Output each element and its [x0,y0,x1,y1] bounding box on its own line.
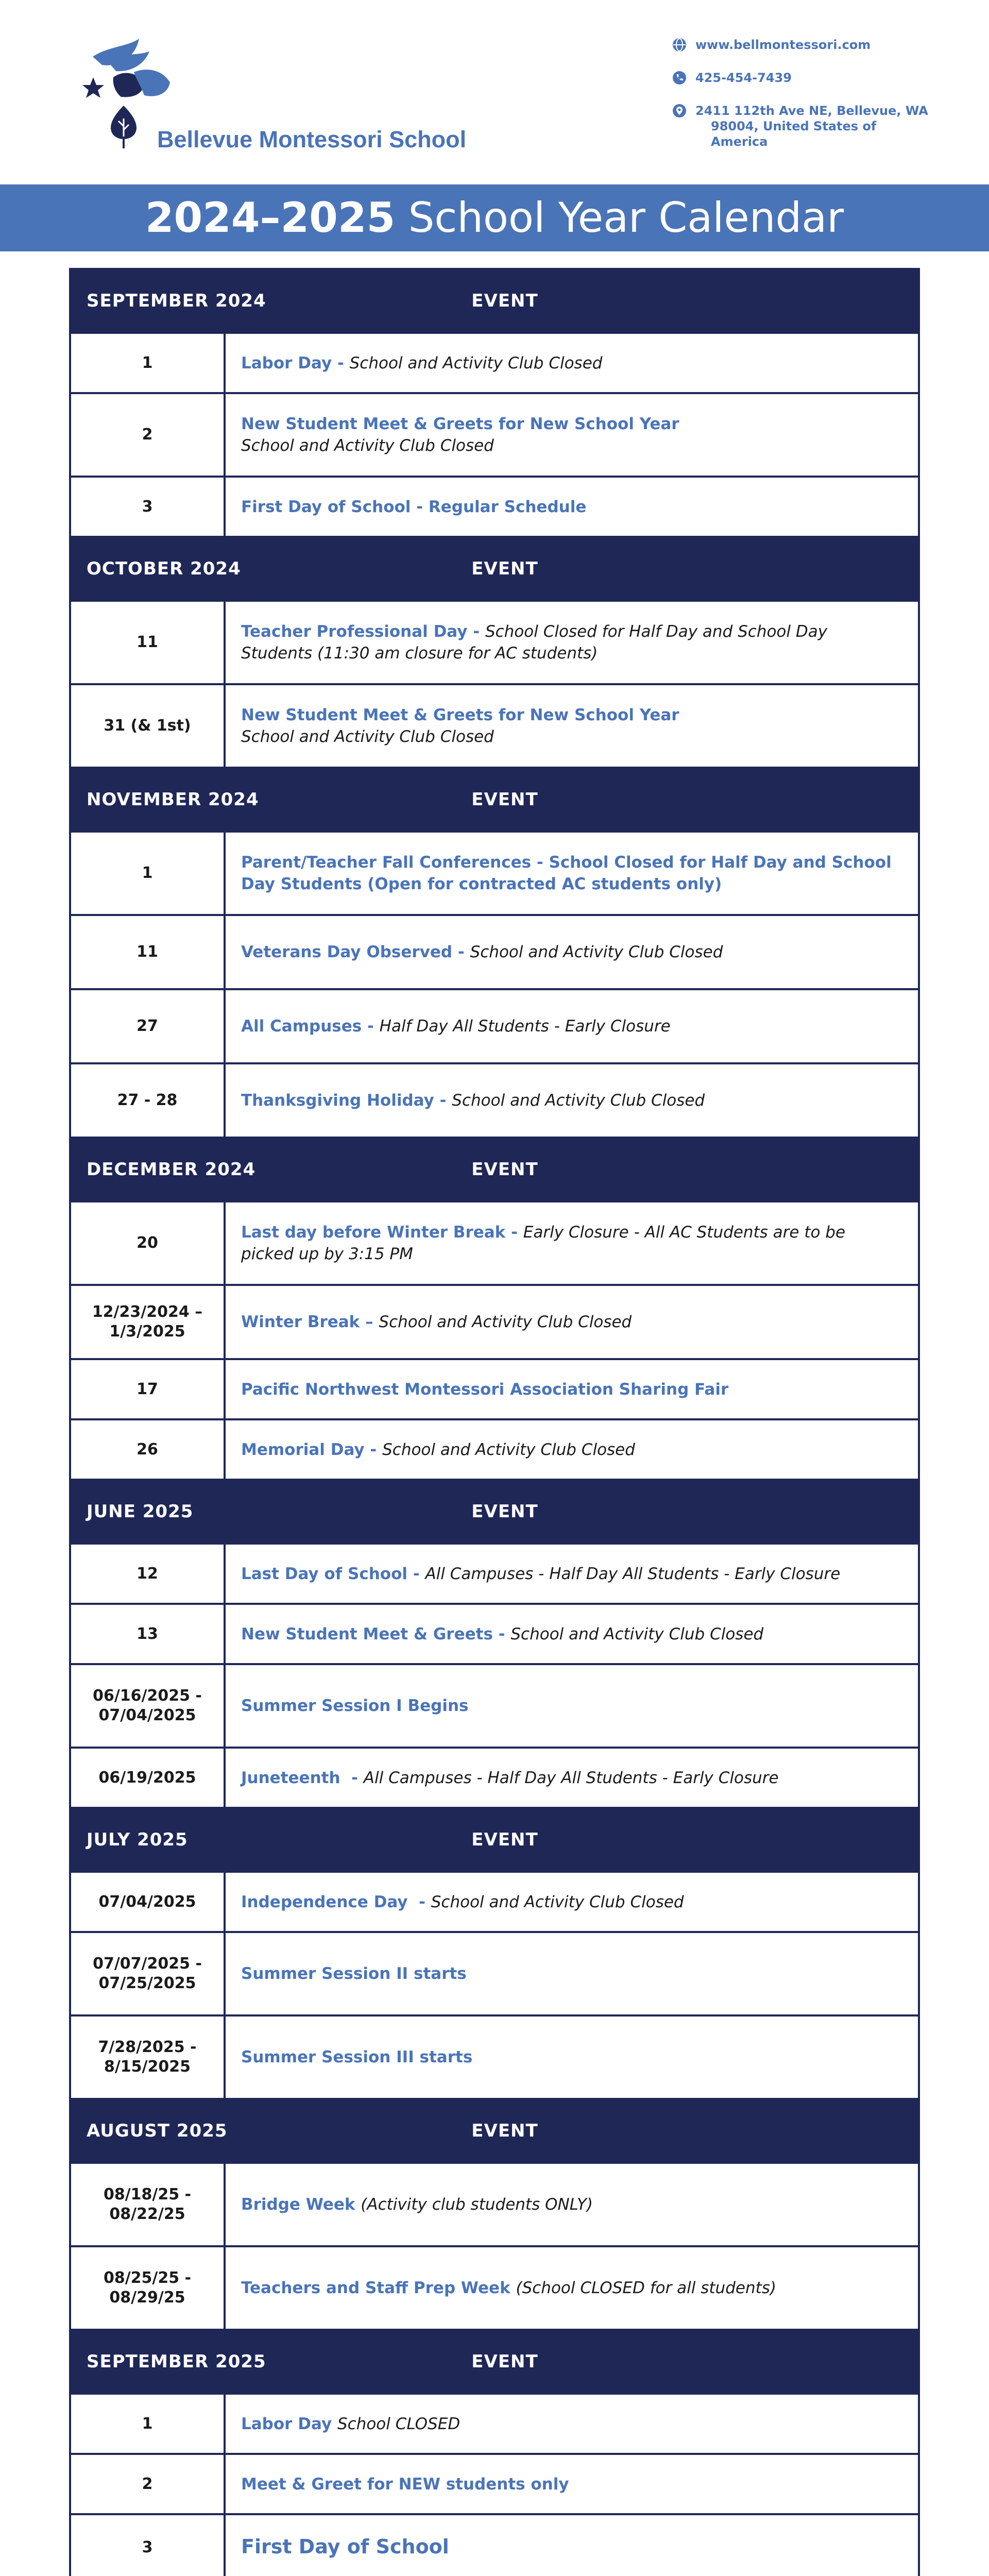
event-note: School and Activity Club Closed [349,353,603,372]
section-month: AUGUST 2025 [87,2121,228,2141]
event-name: Memorial Day [241,1440,365,1459]
event-date: 2 [71,2455,226,2513]
title-year: 2024–2025 [145,194,396,242]
event-date: 31 (& 1st) [71,685,226,767]
event-cell [226,1286,918,1358]
table-row [71,833,918,916]
event-date: 1 [71,833,226,914]
table-row [71,2455,918,2515]
event-name: Summer Session II starts [241,1964,467,1983]
calendar-table [69,268,920,2576]
section-month: SEPTEMBER 2024 [87,291,266,311]
section-event-label: EVENT [471,291,538,311]
event-note: School Closed for Half Day and School Day Students (11:30 am closure for AC students) [241,622,828,663]
event-cell [226,334,918,392]
table-row [71,2016,918,2100]
event-separator [332,2415,337,2433]
event-separator: - [340,1768,364,1787]
table-row [71,2164,918,2247]
table-row [71,685,918,769]
event-date: 11 [71,916,226,988]
section-header [71,2100,918,2164]
event-cell [226,1064,918,1137]
table-row [71,1286,918,1360]
event-date: 06/19/2025 [71,1749,226,1807]
phone-line[interactable] [670,70,937,86]
address-line-1: 2411 112th Ave NE, Bellevue, WA [695,104,928,118]
event-note: School and Activity Club Closed [382,1440,635,1459]
event-cell [226,2164,918,2245]
event-date: 27 [71,990,226,1062]
event-cell [226,2247,918,2329]
event-cell [226,1202,918,1284]
event-note: School and Activity Club Closed [470,943,723,961]
event-separator: - [452,943,470,961]
event-date: 7/28/2025 - 8/15/2025 [71,2016,226,2098]
event-separator: - [492,1624,511,1643]
event-name: Teacher Professional Day [241,622,468,641]
section-event-label: EVENT [471,558,538,579]
section-header [71,538,918,602]
table-row [71,1064,918,1139]
page-header [0,0,989,184]
event-name: Winter Break [241,1313,360,1331]
event-separator: - [407,1892,431,1911]
event-name: Summer Session III starts [241,2048,473,2066]
table-row [71,1202,918,1286]
website-line[interactable] [670,37,937,53]
event-note: School and Activity Club Closed [379,1313,632,1331]
address-line [670,103,937,149]
table-row [71,1749,918,1809]
table-row [71,334,918,394]
section-event-label: EVENT [471,1829,538,1850]
event-date: 20 [71,1202,226,1284]
event-separator: - [364,1440,383,1459]
event-note: School and Activity Club Closed [241,727,494,746]
table-row [71,1420,918,1481]
event-separator: - [505,1223,523,1242]
section-header [71,1809,918,1873]
event-cell [226,478,918,536]
section-month: NOVEMBER 2024 [87,789,259,810]
table-row [71,1360,918,1420]
event-cell [226,1545,918,1603]
event-note: All Campuses - Half Day All Students - Early Closure [363,1768,779,1787]
table-row [71,1665,918,1749]
event-separator [355,2195,361,2214]
section-month: DECEMBER 2024 [87,1159,256,1180]
event-date: 27 - 28 [71,1064,226,1137]
event-name: Pacific Northwest Montessori Association Sharing Fair [241,1380,729,1399]
event-date: 12 [71,1545,226,1603]
section-event-label: EVENT [471,1159,538,1180]
event-name: Teachers and Staff Prep Week [241,2279,510,2297]
event-name: Last Day of School [241,1564,408,1583]
event-cell [226,1873,918,1931]
event-name: Meet & Greet for NEW students only [241,2475,569,2494]
section-month: OCTOBER 2024 [87,558,241,579]
event-note: (School CLOSED for all students) [516,2279,777,2297]
section-event-label: EVENT [471,2351,538,2372]
event-cell [226,916,918,988]
event-cell [226,394,918,476]
event-cell [226,2455,918,2513]
event-date: 1 [71,334,226,392]
section-header [71,1139,918,1202]
event-name: Last day before Winter Break [241,1223,506,1242]
table-row [71,394,918,478]
event-separator: - [362,1017,380,1036]
event-name: Summer Session I Begins [241,1697,469,1715]
event-note: All Campuses - Half Day All Students - Early Closure [425,1564,841,1583]
event-cell [226,1420,918,1479]
event-cell [226,1665,918,1747]
event-date: 26 [71,1420,226,1479]
event-name: New Student Meet & Greets [241,1624,493,1643]
event-date: 08/18/25 - 08/22/25 [71,2164,226,2245]
event-separator: - [332,353,350,372]
event-name: First Day of School - Regular Schedule [241,497,587,516]
table-row [71,2395,918,2455]
event-separator: - [467,622,485,641]
address-line-2: 98004, United States of America [711,119,877,149]
event-cell [226,2395,918,2453]
contact-info [670,37,937,167]
event-cell [226,1605,918,1663]
event-name: Thanksgiving Holiday [241,1091,434,1110]
event-cell [226,1933,918,2014]
event-name: New Student Meet & Greets for New School Year [241,415,679,433]
website-link[interactable]: www.bellmontessori.com [695,38,871,52]
section-event-label: EVENT [471,1501,538,1522]
table-row [71,1933,918,2016]
globe-icon [672,37,687,53]
title-text: School Year Calendar [395,194,844,242]
section-header [71,769,918,833]
table-row [71,916,918,990]
section-month: JUNE 2025 [87,1501,194,1522]
event-cell [226,2515,918,2576]
event-date: 06/16/2025 - 07/04/2025 [71,1665,226,1747]
event-note: Early Closure - All AC Students are to be picked up by 3:15 PM [241,1223,846,1263]
table-row [71,2515,918,2576]
section-month: JULY 2025 [87,1829,188,1850]
section-event-label: EVENT [471,2121,538,2141]
event-date: 3 [71,478,226,536]
event-date: 2 [71,394,226,476]
section-month: SEPTEMBER 2025 [87,2351,266,2372]
event-name: Labor Day [241,2414,332,2433]
event-name: Labor Day [241,353,332,372]
event-name: Parent/Teacher Fall Conferences - School Closed for Half Day and School Day Students (Open for contracted AC students only) [241,853,892,893]
event-cell [226,833,918,914]
table-row [71,602,918,685]
event-date: 07/04/2025 [71,1873,226,1931]
event-note: School and Activity Club Closed [431,1892,684,1911]
event-date: 07/07/2025 - 07/25/2025 [71,1933,226,2014]
table-row [71,1545,918,1605]
section-header [71,270,918,334]
event-note: Half Day All Students - Early Closure [379,1017,671,1036]
section-header [71,2331,918,2395]
event-note: School and Activity Club Closed [241,436,494,455]
event-separator: - [407,1564,425,1583]
event-name: First Day of School [241,2535,449,2558]
table-row [71,2247,918,2331]
phone-icon [672,70,687,86]
event-name: New Student Meet & Greets for New School Year [241,706,679,724]
event-name: Bridge Week [241,2195,355,2214]
event-note: School and Activity Club Closed [452,1091,705,1110]
table-row [71,990,918,1064]
event-date: 11 [71,602,226,683]
event-name: Independence Day [241,1892,408,1911]
event-date: 3 [71,2515,226,2576]
phone-number[interactable]: 425-454-7439 [695,71,792,85]
table-row [71,478,918,538]
section-event-label: EVENT [471,789,538,810]
event-cell [226,2016,918,2098]
event-separator: – [360,1313,379,1331]
event-date: 08/25/25 - 08/29/25 [71,2247,226,2329]
event-cell [226,990,918,1062]
event-date: 1 [71,2395,226,2453]
event-note: (Activity club students ONLY) [361,2195,593,2214]
event-cell [226,602,918,683]
event-separator: - [434,1091,452,1110]
page-title [0,184,989,251]
table-row [71,1873,918,1933]
school-name: Bellevue Montessori School [157,126,467,152]
event-cell [226,1360,918,1418]
event-cell [226,1749,918,1807]
event-date: 13 [71,1605,226,1663]
section-header [71,1481,918,1545]
event-date: 12/23/2024 – 1/3/2025 [71,1286,226,1358]
event-name: Veterans Day Observed [241,943,453,961]
event-date: 17 [71,1360,226,1418]
event-note: School CLOSED [337,2414,461,2433]
table-row [71,1605,918,1665]
event-cell [226,685,918,767]
event-name: Juneteenth [241,1768,340,1787]
event-name: All Campuses [241,1017,362,1036]
event-separator [510,2279,516,2297]
location-pin-icon [672,103,687,118]
event-note: School and Activity Club Closed [510,1624,764,1643]
